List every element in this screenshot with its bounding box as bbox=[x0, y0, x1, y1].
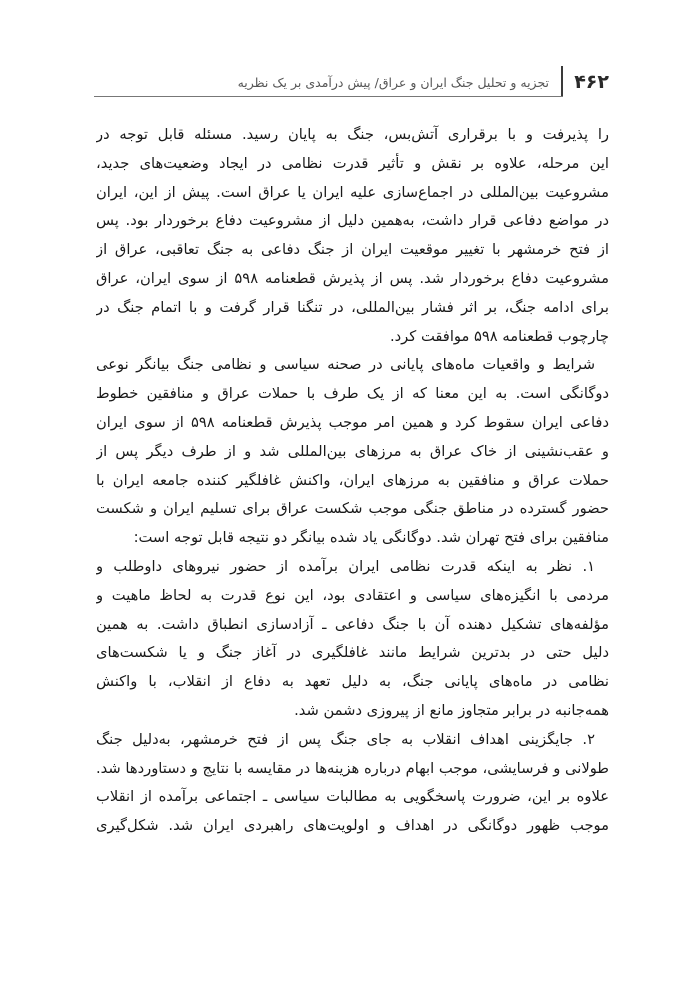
text-line: برای ادامه جنگ، بر اثر فشار بین‌المللی، در تنگنا قرار گرفت و با اتمام جنگ در bbox=[96, 298, 609, 316]
page-number: ۴۶۲ bbox=[574, 71, 609, 93]
text-line: و عقب‌نشینی از خاک عراق به مرزهای بین‌المللی شد و از طرف دیگر پس از bbox=[96, 442, 609, 460]
text-line: موجب ظهور دوگانگی در اهداف و اولویت‌های راهبردی ایران شد. شکل‌گیری bbox=[96, 817, 609, 835]
page-header bbox=[96, 66, 609, 102]
body-text bbox=[96, 121, 609, 841]
header-horizontal-rule bbox=[94, 96, 563, 97]
text-line: مشروعیت دفاع برخوردار شد. پس از پذیرش قطعنامه ۵۹۸ از سوی ایران، عراق bbox=[96, 269, 609, 287]
text-line: حملات عراق و منافقین به مرزهای ایران، واکنش غافلگیر کننده جامعه ایران با bbox=[96, 471, 609, 489]
text-line: چارچوب قطعنامه ۵۹۸ موافقت کرد. bbox=[389, 327, 609, 345]
text-line: دفاعی ایران سقوط کرد و همین امر موجب پذیرش قطعنامه ۵۹۸ از سوی ایران bbox=[96, 413, 609, 431]
text-line: حضور گسترده در مناطق جنگی موجب شکست عراق برای تسلیم ایران و شکست bbox=[96, 500, 609, 518]
text-line: مشروعیت بین‌المللی در اجماع‌سازی علیه ایران یا عراق است. پیش از این، ایران bbox=[96, 183, 609, 201]
text-line: نظامی در ماه‌های پایانی جنگ، به دلیل تعهد به دفاع از انقلاب، با واکنش bbox=[96, 673, 609, 691]
text-line: این مرحله، علاوه بر نقش و تأثیر قدرت نظامی در ایجاد وضعیت‌های جدید، bbox=[96, 154, 609, 172]
paragraph bbox=[96, 553, 609, 726]
running-title: تجزیه و تحلیل جنگ ایران و عراق/ پیش درآمدی بر یک نظریه bbox=[237, 75, 549, 90]
text-line: در مواضع دفاعی قرار داشت، به‌همین دلیل از مشروعیت دفاع برخوردار بود. پس bbox=[96, 212, 609, 230]
paragraph bbox=[96, 351, 609, 553]
text-line: دوگانگی است. به این معنا که از یک طرف با حملات عراق و منافقین خطوط bbox=[96, 385, 609, 403]
text-line: مؤلفه‌های تشکیل دهنده آن با جنگ دفاعی ـ آزادسازی انطباق داشت. به همین bbox=[96, 615, 609, 633]
text-line: از فتح خرمشهر با تغییر موقعیت ایران از جنگ دفاعی به جنگ تعاقبی، عراق از bbox=[96, 241, 609, 259]
text-line: شرایط و واقعیات ماه‌های پایانی در صحنه سیاسی و نظامی جنگ بیانگر نوعی bbox=[96, 356, 595, 374]
text-line: ۲. جایگزینی اهداف انقلاب به جای جنگ پس از فتح خرمشهر، به‌دلیل جنگ bbox=[96, 730, 595, 748]
text-line: مردمی با انگیزه‌های سیاسی و اعتقادی بود، این نوع قدرت به لحاظ ماهیت و bbox=[96, 586, 609, 604]
text-line: منافقین برای فتح تهران شد. دوگانگی یاد شده بیانگر دو نتیجه قابل توجه است: bbox=[133, 529, 609, 547]
text-line: ۱. نظر به اینکه قدرت نظامی ایران برآمده از حضور نیروهای داوطلب و bbox=[96, 557, 595, 575]
paragraph bbox=[96, 726, 609, 841]
header-vertical-rule bbox=[561, 66, 563, 96]
text-line: را پذیرفت و با برقراری آتش‌بس، جنگ به پایان رسید. مسئله قابل توجه در bbox=[96, 126, 609, 143]
text-line: همه‌جانبه در برابر متجاوز مانع از پیروزی دشمن شد. bbox=[294, 701, 609, 719]
text-line: علاوه بر این، ضرورت پاسخگویی به مطالبات سیاسی ـ اجتماعی برآمده از انقلاب bbox=[96, 788, 609, 806]
text-line: طولانی و فرسایشی، موجب ابهام درباره هزینه‌ها در مقایسه با نتایج و دستاوردها شد. bbox=[96, 759, 609, 777]
paragraph bbox=[96, 121, 609, 351]
text-line: دلیل حتی در بدترین شرایط مانند غافلگیری در آغاز جنگ و یا شکست‌های bbox=[96, 644, 609, 662]
